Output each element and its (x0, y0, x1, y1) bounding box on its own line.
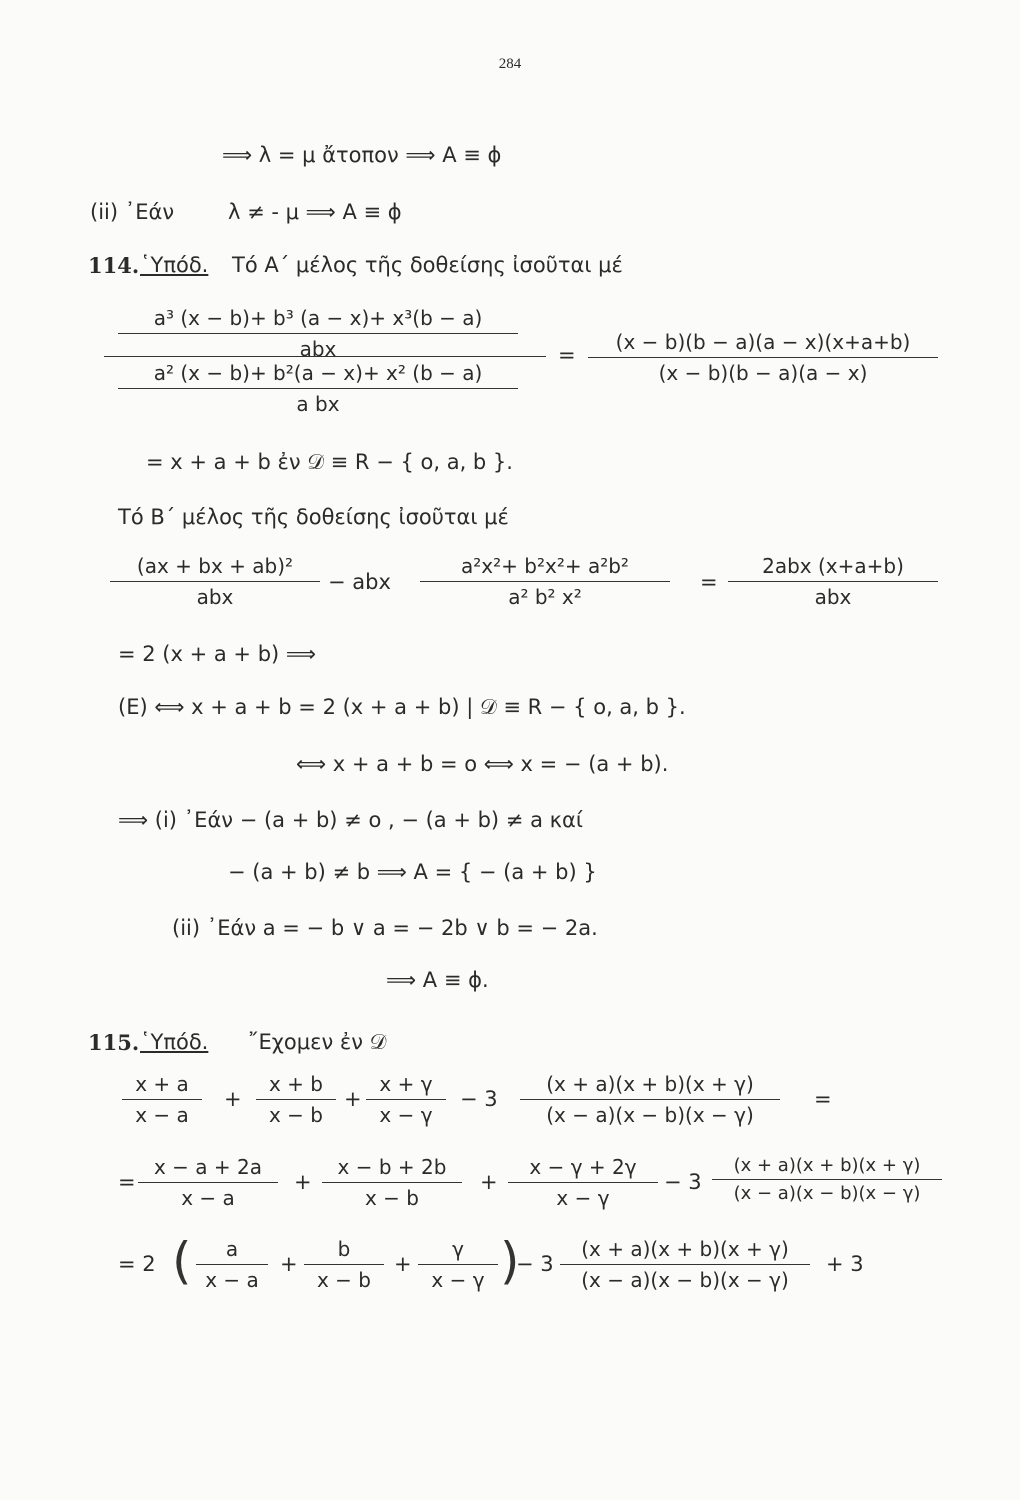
r2-f2-denominator: x − b (364, 1186, 419, 1210)
r2-f3-denominator: x − γ (556, 1186, 610, 1210)
b-fraction-1-denominator: abx (196, 585, 234, 609)
r2-f1-numerator: x − a + 2a (138, 1155, 278, 1183)
r3-f1-denominator: x − a (205, 1268, 259, 1292)
top-line-1: ⟹ λ = μ ἄτοπον ⟹ A ≡ ϕ (222, 143, 502, 167)
r1-plus-2: + (344, 1087, 362, 1111)
r3-fraction-2 (304, 1237, 384, 1292)
r1-f1-numerator: x + a (122, 1072, 202, 1100)
fraction-upper (118, 306, 518, 361)
r2-equals: = (118, 1170, 136, 1194)
problem-115-hint: ῾Υπόδ. (140, 1030, 209, 1054)
r2-f2-numerator: x − b + 2b (322, 1155, 462, 1183)
r3-fraction-1 (196, 1237, 268, 1292)
b-result: = 2 (x + a + b) ⟹ (118, 642, 316, 666)
problem-115-intro: ῎Εχομεν ἐν 𝒟 (248, 1030, 387, 1054)
r1-minus-3: − 3 (460, 1087, 498, 1111)
b-fraction-1 (110, 554, 320, 609)
r3-f2-denominator: x − b (316, 1268, 371, 1292)
r3-plus-1: + (280, 1252, 298, 1276)
r2-minus-3: − 3 (664, 1170, 702, 1194)
case-ii-result: ⟹ A ≡ ϕ. (386, 968, 489, 992)
fraction-lower-denominator: a bx (296, 392, 340, 416)
b-fraction-1-numerator: (ax + bx + ab)² (110, 554, 320, 582)
equals-sign: = (558, 343, 576, 367)
r1-f2-numerator: x + b (256, 1072, 336, 1100)
r3-f3-denominator: x − γ (431, 1268, 485, 1292)
r3-minus-3: − 3 (516, 1252, 554, 1276)
r3-start: = 2 (118, 1252, 156, 1276)
r2-f3-numerator: x − γ + 2γ (508, 1155, 658, 1183)
r1-f2-denominator: x − b (268, 1103, 323, 1127)
b-fraction-3 (728, 554, 938, 609)
r1-plus-1: + (224, 1087, 242, 1111)
equivalence-line: ⟺ x + a + b = o ⟺ x = − (a + b). (296, 752, 669, 776)
r1-f1-denominator: x − a (135, 1103, 189, 1127)
r1-f3-denominator: x − γ (379, 1103, 433, 1127)
problem-114-label: 114. (88, 253, 140, 278)
b-fraction-3-numerator: 2abx (x+a+b) (728, 554, 938, 582)
r3-fraction-3 (418, 1237, 498, 1292)
fraction-upper-numerator: a³ (x − b)+ b³ (a − x)+ x³(b − a) (118, 306, 518, 334)
b-fraction-2 (420, 554, 670, 609)
rhs-fraction (588, 330, 938, 385)
problem-114-intro: Τό Α΄ μέλος τῆς δοθείσης ἰσοῦται μέ (232, 253, 623, 277)
fraction-upper-denominator: abx (299, 337, 337, 361)
r1-f4-numerator: (x + a)(x + b)(x + γ) (520, 1072, 780, 1100)
problem-114-hint: ῾Υπόδ. (140, 253, 209, 277)
rhs-denominator: (x − b)(b − a)(a − x) (658, 361, 868, 385)
top-line-2-label: (ii) ᾽Εάν (90, 200, 175, 224)
rhs-numerator: (x − b)(b − a)(a − x)(x+a+b) (588, 330, 938, 358)
r3-right-paren: ) (500, 1232, 520, 1290)
r3-f3-numerator: γ (418, 1237, 498, 1265)
r2-f1-denominator: x − a (181, 1186, 235, 1210)
page-number: 284 (498, 56, 522, 72)
r3-fraction-4 (560, 1237, 810, 1292)
b-fraction-2-numerator: a²x²+ b²x²+ a²b² (420, 554, 670, 582)
r1-f3-numerator: x + γ (366, 1072, 446, 1100)
r1-fraction-4 (520, 1072, 780, 1127)
r3-f1-numerator: a (196, 1237, 268, 1265)
r1-fraction-3 (366, 1072, 446, 1127)
fraction-lower-numerator: a² (x − b)+ b²(a − x)+ x² (b − a) (118, 361, 518, 389)
r2-f4-numerator: (x + a)(x + b)(x + γ) (712, 1155, 942, 1180)
case-i-line-b: − (a + b) ≠ b ⟹ A = { − (a + b) } (228, 860, 597, 884)
fraction-lower (118, 361, 518, 416)
r2-fraction-3 (508, 1155, 658, 1210)
r1-f4-denominator: (x − a)(x − b)(x − γ) (546, 1103, 754, 1127)
r2-plus-1: + (294, 1170, 312, 1194)
r3-plus-3: + 3 (826, 1252, 864, 1276)
r2-plus-2: + (480, 1170, 498, 1194)
r3-f4-numerator: (x + a)(x + b)(x + γ) (560, 1237, 810, 1265)
r1-fraction-1 (122, 1072, 202, 1127)
intro-b: Τό Β΄ μέλος τῆς δοθείσης ἰσοῦται μέ (118, 505, 509, 529)
result-line: = x + a + b ἐν 𝒟 ≡ R − { o, a, b }. (146, 450, 513, 474)
top-line-2-rest: λ ≠ - μ ⟹ A ≡ ϕ (228, 200, 402, 224)
r3-f4-denominator: (x − a)(x − b)(x − γ) (581, 1268, 789, 1292)
equation-E-line: (E) ⟺ x + a + b = 2 (x + a + b) | 𝒟 ≡ R − { o, a, b }. (118, 695, 686, 719)
b-fraction-3-denominator: abx (814, 585, 852, 609)
r2-fraction-2 (322, 1155, 462, 1210)
r2-fraction-1 (138, 1155, 278, 1210)
b-minus: − abx (328, 570, 391, 594)
r3-plus-2: + (394, 1252, 412, 1276)
main-fraction-bar (104, 356, 546, 357)
b-equals: = (700, 570, 718, 594)
case-ii-line: (ii) ᾽Εάν a = − b ∨ a = − 2b ∨ b = − 2a. (172, 916, 598, 940)
r1-equals: = (814, 1087, 832, 1111)
problem-115-label: 115. (88, 1030, 140, 1055)
case-i-line-a: ⟹ (i) ᾽Εάν − (a + b) ≠ o , − (a + b) ≠ a καί (118, 808, 583, 832)
r3-left-paren: ( (172, 1232, 192, 1290)
r2-fraction-4 (712, 1155, 942, 1204)
r1-fraction-2 (256, 1072, 336, 1127)
r3-f2-numerator: b (304, 1237, 384, 1265)
r2-f4-denominator: (x − a)(x − b)(x − γ) (733, 1183, 921, 1204)
b-fraction-2-denominator: a² b² x² (508, 585, 582, 609)
